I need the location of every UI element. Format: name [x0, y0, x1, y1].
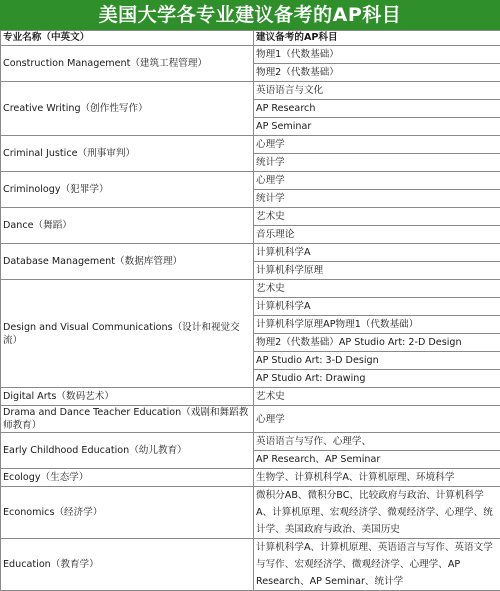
table-row — [1, 136, 500, 172]
major-cell: Database Management（数据库管理） — [1, 244, 254, 280]
subjects-cell — [254, 244, 500, 280]
subject-item: 统计学 — [254, 189, 500, 207]
subjects-cell: 计算机科学A、计算机原理、英语语言与写作、英语文学与写作、宏观经济学、微观经济学、心理学、AP Research、AP Seminar、统计学 — [254, 539, 500, 591]
major-cell: Dance（舞蹈） — [1, 208, 254, 244]
table-row — [1, 406, 500, 433]
subject-item: 英语语言与写作、心理学、 — [254, 433, 500, 450]
subject-item: 英语语言与文化 — [254, 82, 500, 99]
major-cell: Drama and Dance Teacher Education（戏剧和舞蹈教师教育） — [1, 406, 254, 433]
table-row — [1, 469, 500, 487]
subject-item: 音乐理论 — [254, 225, 500, 243]
subjects-cell — [254, 469, 500, 487]
subject-item: 艺术史 — [254, 280, 500, 297]
subject-item: 计算机科学原理 — [254, 261, 500, 279]
subjects-cell — [254, 433, 500, 469]
major-cell: Creative Writing（创作性写作） — [1, 82, 254, 136]
subject-item: 心理学 — [254, 411, 500, 428]
subjects-cell — [254, 280, 500, 388]
subjects-cell — [254, 172, 500, 208]
subject-item: 心理学 — [254, 172, 500, 189]
subjects-cell — [254, 208, 500, 244]
subject-item: AP Research、AP Seminar — [254, 450, 500, 468]
subject-item: 艺术史 — [254, 388, 500, 405]
major-cell: Early Childhood Education（幼儿教育） — [1, 433, 254, 469]
subjects-cell — [254, 82, 500, 136]
subject-item: 艺术史 — [254, 208, 500, 225]
subject-item: AP Studio Art: Drawing — [254, 369, 500, 387]
subject-item: AP Research — [254, 99, 500, 117]
subject-item: 统计学 — [254, 153, 500, 171]
subjects-cell — [254, 406, 500, 433]
table-row — [1, 208, 500, 244]
subject-item: AP Studio Art: 3-D Design — [254, 351, 500, 369]
column-header-major: 专业名称（中英文） — [1, 31, 254, 46]
subjects-cell: 微积分AB、微积分BC、比较政府与政治、计算机科学A、计算机原理、宏观经济学、微观经济学、心理学、统计学、美国政府与政治、美国历史 — [254, 487, 500, 539]
ap-subject-table — [0, 30, 500, 591]
subject-item: 物理1（代数基础） — [254, 46, 500, 63]
subject-item: 计算机科学A — [254, 244, 500, 261]
column-header-ap: 建议备考的AP科目 — [254, 31, 500, 46]
subject-item: AP Seminar — [254, 117, 500, 135]
major-cell: Education（教育学） — [1, 539, 254, 591]
major-cell: Digital Arts（数码艺术） — [1, 388, 254, 406]
major-cell: Criminal Justice（刑事审判） — [1, 136, 254, 172]
subject-item: 物理2（代数基础）AP Studio Art: 2-D Design — [254, 333, 500, 351]
subjects-cell — [254, 136, 500, 172]
table-row — [1, 487, 500, 539]
major-cell: Design and Visual Communications（设计和视觉交流） — [1, 280, 254, 388]
table-row — [1, 280, 500, 388]
table-row — [1, 388, 500, 406]
major-cell: Economics（经济学） — [1, 487, 254, 539]
table-row — [1, 539, 500, 591]
subject-item: 计算机科学A — [254, 297, 500, 315]
major-cell: Construction Management（建筑工程管理） — [1, 46, 254, 82]
table-row — [1, 82, 500, 136]
table-row — [1, 244, 500, 280]
subject-item: 生物学、计算机科学A、计算机原理、环境科学 — [254, 469, 500, 486]
subject-item: 计算机科学原理AP物理1（代数基础） — [254, 315, 500, 333]
table-row — [1, 433, 500, 469]
page-title: 美国大学各专业建议备考的AP科目 — [0, 0, 500, 30]
subject-item: 物理2（代数基础） — [254, 63, 500, 81]
table-row — [1, 46, 500, 82]
subject-item: 心理学 — [254, 136, 500, 153]
table-row — [1, 172, 500, 208]
table-header-row — [1, 31, 500, 46]
subjects-cell — [254, 388, 500, 406]
major-cell: Ecology（生态学） — [1, 469, 254, 487]
major-cell: Criminology（犯罪学） — [1, 172, 254, 208]
subjects-cell — [254, 46, 500, 82]
